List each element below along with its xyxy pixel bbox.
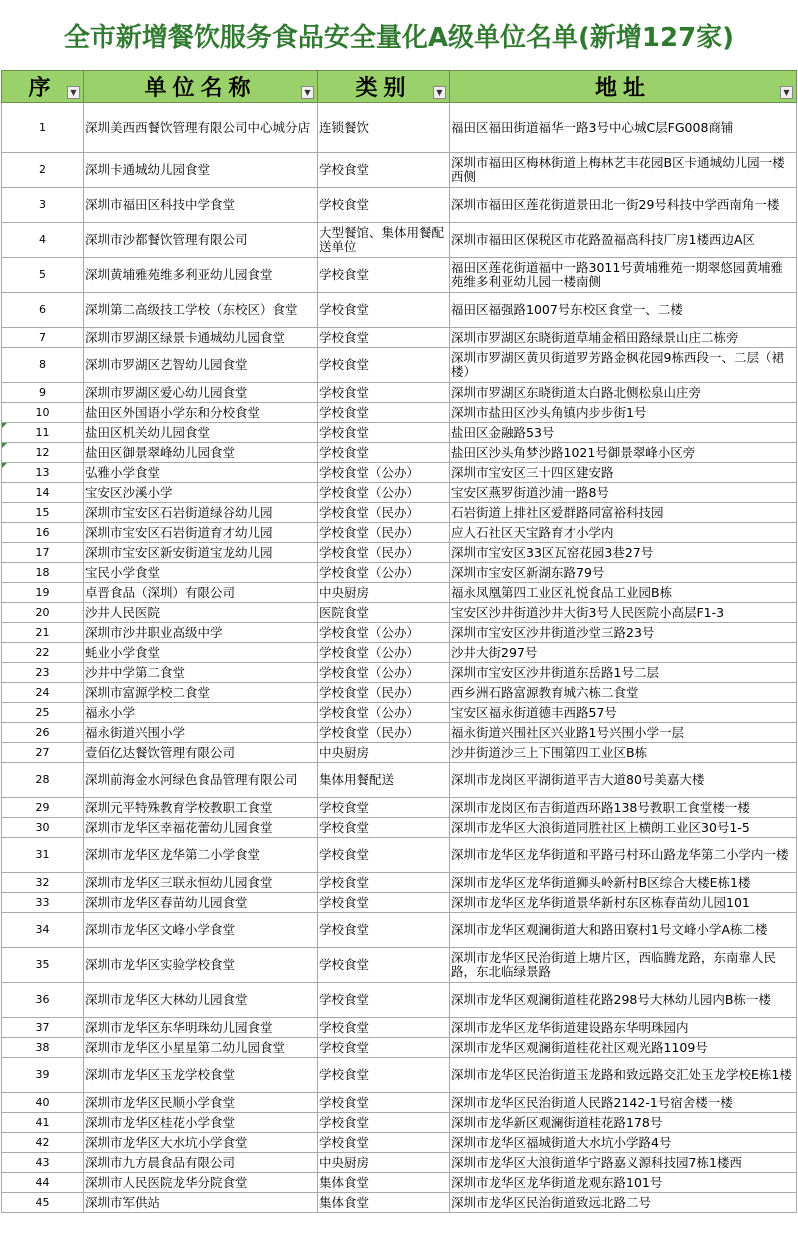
row-index: 11: [2, 423, 84, 443]
table-row: [2, 483, 797, 503]
category-cell: 学校食堂: [318, 153, 450, 188]
category-cell: 学校食堂（民办）: [318, 523, 450, 543]
address-cell: 深圳市龙华区大浪街道华宁路嘉义源科技园7栋1楼西: [450, 1153, 797, 1173]
unit-name-cell: 深圳市人民医院龙华分院食堂: [84, 1173, 318, 1193]
table-row: [2, 523, 797, 543]
address-cell: 深圳市龙华区龙华街道龙观东路101号: [450, 1173, 797, 1193]
unit-name-cell: 沙井人民医院: [84, 603, 318, 623]
table-row: [2, 153, 797, 188]
unit-name-cell: 盐田区御景翠峰幼儿园食堂: [84, 443, 318, 463]
row-index: 30: [2, 818, 84, 838]
row-index: 43: [2, 1153, 84, 1173]
table-row: [2, 188, 797, 223]
row-index: 3: [2, 188, 84, 223]
category-cell: 学校食堂: [318, 873, 450, 893]
row-index: 5: [2, 258, 84, 293]
unit-name-cell: 深圳市龙华区文峰小学食堂: [84, 913, 318, 948]
table-row: [2, 293, 797, 328]
category-cell: 学校食堂: [318, 1018, 450, 1038]
address-cell: 深圳市龙华区龙华街道和平路弓村环山路龙华第二小学内一楼: [450, 838, 797, 873]
row-index: 20: [2, 603, 84, 623]
address-cell: 深圳市龙华区龙华街道狮头岭新村B区综合大楼E栋1楼: [450, 873, 797, 893]
table-row: [2, 1038, 797, 1058]
unit-name-cell: 宝安区沙溪小学: [84, 483, 318, 503]
category-cell: 学校食堂: [318, 798, 450, 818]
category-cell: 集体食堂: [318, 1173, 450, 1193]
address-cell: 深圳市宝安区三十四区建安路: [450, 463, 797, 483]
unit-name-cell: 弘雅小学食堂: [84, 463, 318, 483]
address-cell: 石岩街道上排社区爱群路同富裕科技园: [450, 503, 797, 523]
row-index: 26: [2, 723, 84, 743]
category-cell: 学校食堂: [318, 818, 450, 838]
unit-name-cell: 福永小学: [84, 703, 318, 723]
unit-name-cell: 深圳卡通城幼儿园食堂: [84, 153, 318, 188]
category-cell: 学校食堂: [318, 328, 450, 348]
unit-name-cell: 深圳市军供站: [84, 1193, 318, 1213]
table-row: [2, 1153, 797, 1173]
table-row: [2, 563, 797, 583]
table-row: [2, 103, 797, 153]
address-cell: 福永凤凰第四工业区礼悦食品工业园B栋: [450, 583, 797, 603]
unit-name-cell: 深圳市九方晨食品有限公司: [84, 1153, 318, 1173]
address-cell: 福田区莲花街道福中一路3011号黄埔雅苑一期翠悠园黄埔雅苑维多利亚幼儿园一楼南侧: [450, 258, 797, 293]
header-index: [2, 71, 84, 103]
category-cell: 学校食堂（民办）: [318, 503, 450, 523]
row-index: 18: [2, 563, 84, 583]
row-index: 13: [2, 463, 84, 483]
address-cell: 深圳市福田区梅林街道上梅林艺丰花园B区卡通城幼儿园一楼西侧: [450, 153, 797, 188]
address-cell: 西乡洲石路富源教育城六栋二食堂: [450, 683, 797, 703]
table-row: [2, 1193, 797, 1213]
row-index: 1: [2, 103, 84, 153]
unit-name-cell: 盐田区外国语小学东和分校食堂: [84, 403, 318, 423]
category-cell: 集体食堂: [318, 1193, 450, 1213]
address-cell: 深圳市龙岗区布吉街道西环路138号教职工食堂楼一楼: [450, 798, 797, 818]
address-cell: 深圳市罗湖区东晓街道太白路北侧松泉山庄旁: [450, 383, 797, 403]
unit-name-cell: 深圳市宝安区石岩街道绿谷幼儿园: [84, 503, 318, 523]
table-row: [2, 403, 797, 423]
table-row: [2, 348, 797, 383]
unit-name-cell: 深圳市沙都餐饮管理有限公司: [84, 223, 318, 258]
row-index: 24: [2, 683, 84, 703]
category-cell: 学校食堂: [318, 443, 450, 463]
row-index: 37: [2, 1018, 84, 1038]
row-index: 12: [2, 443, 84, 463]
address-cell: 宝安区沙井街道沙井大街3号人民医院小高层F1-3: [450, 603, 797, 623]
unit-name-cell: 深圳市罗湖区绿景卡通城幼儿园食堂: [84, 328, 318, 348]
table-row: [2, 983, 797, 1018]
table-row: [2, 503, 797, 523]
row-index: 32: [2, 873, 84, 893]
address-cell: 深圳市龙华区民治街道玉龙路和致远路交汇处玉龙学校E栋1楼: [450, 1058, 797, 1093]
row-index: 27: [2, 743, 84, 763]
unit-name-cell: 卓晋食品（深圳）有限公司: [84, 583, 318, 603]
category-cell: 学校食堂: [318, 1133, 450, 1153]
address-cell: 盐田区沙头角梦沙路1021号御景翠峰小区旁: [450, 443, 797, 463]
row-index: 16: [2, 523, 84, 543]
address-cell: 深圳市龙岗区平湖街道平吉大道80号美嘉大楼: [450, 763, 797, 798]
unit-name-cell: 深圳市龙华区实验学校食堂: [84, 948, 318, 983]
address-cell: 深圳市宝安区新湖东路79号: [450, 563, 797, 583]
address-cell: 深圳市福田区保税区市花路盈福高科技厂房1楼西边A区: [450, 223, 797, 258]
unit-name-cell: 深圳市罗湖区艺智幼儿园食堂: [84, 348, 318, 383]
unit-name-cell: 深圳市宝安区新安街道宝龙幼儿园: [84, 543, 318, 563]
row-index: 35: [2, 948, 84, 983]
table-row: [2, 383, 797, 403]
unit-name-cell: 宝民小学食堂: [84, 563, 318, 583]
category-cell: 学校食堂: [318, 1113, 450, 1133]
category-cell: 学校食堂（民办）: [318, 683, 450, 703]
header-category-label: 类别: [355, 76, 412, 101]
category-cell: 学校食堂: [318, 383, 450, 403]
unit-name-cell: 深圳第二高级技工学校（东校区）食堂: [84, 293, 318, 328]
address-cell: 深圳市罗湖区东晓街道草埔金稻田路绿景山庄二栋旁: [450, 328, 797, 348]
address-cell: 深圳市龙华区大浪街道同胜社区上横朗工业区30号1-5: [450, 818, 797, 838]
category-cell: 学校食堂: [318, 403, 450, 423]
address-cell: 深圳市福田区莲花街道景田北一街29号科技中学西南角一楼: [450, 188, 797, 223]
row-index: 42: [2, 1133, 84, 1153]
unit-name-cell: 深圳市龙华区玉龙学校食堂: [84, 1058, 318, 1093]
row-index: 25: [2, 703, 84, 723]
category-cell: 学校食堂: [318, 258, 450, 293]
category-cell: 医院食堂: [318, 603, 450, 623]
address-cell: 沙井街道沙三上下围第四工业区B栋: [450, 743, 797, 763]
table-row: [2, 913, 797, 948]
category-cell: 学校食堂: [318, 1093, 450, 1113]
table-row: [2, 1133, 797, 1153]
unit-name-cell: 福永街道兴围小学: [84, 723, 318, 743]
category-cell: 学校食堂（公办）: [318, 643, 450, 663]
category-cell: 大型餐馆、集体用餐配送单位: [318, 223, 450, 258]
header-address: [450, 71, 797, 103]
address-cell: 深圳市龙华区观澜街道桂花路298号大林幼儿园内B栋一楼: [450, 983, 797, 1018]
row-index: 14: [2, 483, 84, 503]
row-index: 23: [2, 663, 84, 683]
category-cell: 学校食堂（公办）: [318, 563, 450, 583]
units-table: [1, 70, 797, 1213]
dropdown-arrow-icon[interactable]: ▼: [67, 86, 80, 99]
row-index: 34: [2, 913, 84, 948]
address-cell: 深圳市龙华区民治街道人民路2142-1号宿舍楼一楼: [450, 1093, 797, 1113]
unit-name-cell: 深圳市富源学校二食堂: [84, 683, 318, 703]
unit-name-cell: 壹佰亿达餐饮管理有限公司: [84, 743, 318, 763]
table-row: [2, 948, 797, 983]
address-cell: 宝安区福永街道德丰西路57号: [450, 703, 797, 723]
row-index: 40: [2, 1093, 84, 1113]
address-cell: 福田区福田街道福华一路3号中心城C层FG008商铺: [450, 103, 797, 153]
address-cell: 宝安区燕罗街道沙浦一路8号: [450, 483, 797, 503]
unit-name-cell: 深圳元平特殊教育学校教职工食堂: [84, 798, 318, 818]
address-cell: 深圳市龙华区福城街道大水坑小学路4号: [450, 1133, 797, 1153]
dropdown-arrow-icon[interactable]: ▼: [301, 86, 314, 99]
row-index: 21: [2, 623, 84, 643]
row-index: 19: [2, 583, 84, 603]
table-row: [2, 763, 797, 798]
unit-name-cell: 盐田区机关幼儿园食堂: [84, 423, 318, 443]
category-cell: 学校食堂: [318, 188, 450, 223]
category-cell: 学校食堂: [318, 913, 450, 948]
row-index: 22: [2, 643, 84, 663]
table-row: [2, 543, 797, 563]
header-unit-name-label: 单位名称: [144, 76, 257, 101]
category-cell: 学校食堂: [318, 1038, 450, 1058]
row-index: 33: [2, 893, 84, 913]
address-cell: 深圳市宝安区沙井街道沙堂三路23号: [450, 623, 797, 643]
address-cell: 福田区福强路1007号东校区食堂一、二楼: [450, 293, 797, 328]
row-index: 28: [2, 763, 84, 798]
table-row: [2, 443, 797, 463]
row-index: 29: [2, 798, 84, 818]
category-cell: 集体用餐配送: [318, 763, 450, 798]
table-row: [2, 258, 797, 293]
category-cell: 学校食堂: [318, 983, 450, 1018]
unit-name-cell: 深圳市龙华区幸福花蕾幼儿园食堂: [84, 818, 318, 838]
table-row: [2, 583, 797, 603]
address-cell: 深圳市龙华区观澜街道大和路田寮村1号文峰小学A栋二楼: [450, 913, 797, 948]
address-cell: 深圳市盐田区沙头角镇内步步街1号: [450, 403, 797, 423]
unit-name-cell: 深圳市龙华区龙华第二小学食堂: [84, 838, 318, 873]
row-index: 17: [2, 543, 84, 563]
category-cell: 中央厨房: [318, 1153, 450, 1173]
row-index: 31: [2, 838, 84, 873]
address-cell: 深圳市罗湖区黄贝街道罗芳路金枫花园9栋西段一、二层（裙楼）: [450, 348, 797, 383]
address-cell: 福永街道兴围社区兴业路1号兴围小学一层: [450, 723, 797, 743]
table-row: [2, 683, 797, 703]
table-row: [2, 1093, 797, 1113]
unit-name-cell: 沙井中学第二食堂: [84, 663, 318, 683]
category-cell: 学校食堂（民办）: [318, 723, 450, 743]
table-row: [2, 423, 797, 443]
table-row: [2, 893, 797, 913]
unit-name-cell: 深圳市龙华区春苗幼儿园食堂: [84, 893, 318, 913]
table-row: [2, 1173, 797, 1193]
table-row: [2, 798, 797, 818]
category-cell: 学校食堂: [318, 948, 450, 983]
table-row: [2, 818, 797, 838]
unit-name-cell: 深圳黄埔雅苑维多利亚幼儿园食堂: [84, 258, 318, 293]
category-cell: 学校食堂（民办）: [318, 543, 450, 563]
unit-name-cell: 蚝业小学食堂: [84, 643, 318, 663]
header-index-label: 序: [28, 76, 57, 101]
unit-name-cell: 深圳市龙华区民顺小学食堂: [84, 1093, 318, 1113]
table-row: [2, 723, 797, 743]
page-title: 全市新增餐饮服务食品安全量化A级单位名单(新增127家): [63, 22, 735, 53]
category-cell: 学校食堂（公办）: [318, 663, 450, 683]
address-cell: 应人石社区天宝路育才小学内: [450, 523, 797, 543]
address-cell: 深圳市龙华区民治街道致远北路二号: [450, 1193, 797, 1213]
unit-name-cell: 深圳前海金水河绿色食品管理有限公司: [84, 763, 318, 798]
address-cell: 深圳市龙华区龙华街道景华新村东区栋春苗幼儿园101: [450, 893, 797, 913]
header-row: [2, 71, 797, 103]
category-cell: 学校食堂: [318, 1058, 450, 1093]
address-cell: 盐田区金融路53号: [450, 423, 797, 443]
row-index: 39: [2, 1058, 84, 1093]
category-cell: 学校食堂（公办）: [318, 703, 450, 723]
unit-name-cell: 深圳市龙华区东华明珠幼儿园食堂: [84, 1018, 318, 1038]
dropdown-arrow-icon[interactable]: ▼: [433, 86, 446, 99]
address-cell: 深圳市龙华区龙华街道建设路东华明珠园内: [450, 1018, 797, 1038]
row-index: 9: [2, 383, 84, 403]
unit-name-cell: 深圳市龙华区小星星第二幼儿园食堂: [84, 1038, 318, 1058]
unit-name-cell: 深圳市龙华区大林幼儿园食堂: [84, 983, 318, 1018]
table-row: [2, 223, 797, 258]
row-index: 44: [2, 1173, 84, 1193]
row-index: 45: [2, 1193, 84, 1213]
unit-name-cell: 深圳美西西餐饮管理有限公司中心城分店: [84, 103, 318, 153]
address-cell: 深圳市龙华区民治街道上塘片区，西临腾龙路，东南靠人民路，东北临绿景路: [450, 948, 797, 983]
table-row: [2, 743, 797, 763]
row-index: 10: [2, 403, 84, 423]
header-category: [318, 71, 450, 103]
row-index: 4: [2, 223, 84, 258]
unit-name-cell: 深圳市龙华区三联永恒幼儿园食堂: [84, 873, 318, 893]
address-cell: 深圳市龙华新区观澜街道桂花路178号: [450, 1113, 797, 1133]
address-cell: 深圳市宝安区沙井街道东岳路1号二层: [450, 663, 797, 683]
row-index: 2: [2, 153, 84, 188]
table-row: [2, 663, 797, 683]
unit-name-cell: 深圳市沙井职业高级中学: [84, 623, 318, 643]
unit-name-cell: 深圳市龙华区桂花小学食堂: [84, 1113, 318, 1133]
address-cell: 深圳市宝安区33区瓦窑花园3巷27号: [450, 543, 797, 563]
unit-name-cell: 深圳市宝安区石岩街道育才幼儿园: [84, 523, 318, 543]
table-row: [2, 1018, 797, 1038]
category-cell: 学校食堂: [318, 348, 450, 383]
row-index: 36: [2, 983, 84, 1018]
category-cell: 学校食堂: [318, 838, 450, 873]
table-row: [2, 328, 797, 348]
table-row: [2, 463, 797, 483]
category-cell: 连锁餐饮: [318, 103, 450, 153]
table-row: [2, 703, 797, 723]
category-cell: 中央厨房: [318, 583, 450, 603]
unit-name-cell: 深圳市福田区科技中学食堂: [84, 188, 318, 223]
table-row: [2, 1113, 797, 1133]
row-index: 8: [2, 348, 84, 383]
address-cell: 沙井大街297号: [450, 643, 797, 663]
header-unit-name: [84, 71, 318, 103]
row-index: 15: [2, 503, 84, 523]
dropdown-arrow-icon[interactable]: ▼: [780, 86, 793, 99]
row-index: 38: [2, 1038, 84, 1058]
table-row: [2, 623, 797, 643]
category-cell: 学校食堂（公办）: [318, 483, 450, 503]
row-index: 6: [2, 293, 84, 328]
header-address-label: 地址: [594, 76, 651, 101]
row-index: 41: [2, 1113, 84, 1133]
category-cell: 学校食堂（公办）: [318, 623, 450, 643]
table-row: [2, 603, 797, 623]
category-cell: 学校食堂（公办）: [318, 463, 450, 483]
category-cell: 学校食堂: [318, 423, 450, 443]
unit-name-cell: 深圳市罗湖区爱心幼儿园食堂: [84, 383, 318, 403]
table-row: [2, 643, 797, 663]
category-cell: 学校食堂: [318, 893, 450, 913]
address-cell: 深圳市龙华区观澜街道桂花社区观光路1109号: [450, 1038, 797, 1058]
table-row: [2, 838, 797, 873]
table-row: [2, 1058, 797, 1093]
category-cell: 中央厨房: [318, 743, 450, 763]
table-row: [2, 873, 797, 893]
row-index: 7: [2, 328, 84, 348]
category-cell: 学校食堂: [318, 293, 450, 328]
unit-name-cell: 深圳市龙华区大水坑小学食堂: [84, 1133, 318, 1153]
